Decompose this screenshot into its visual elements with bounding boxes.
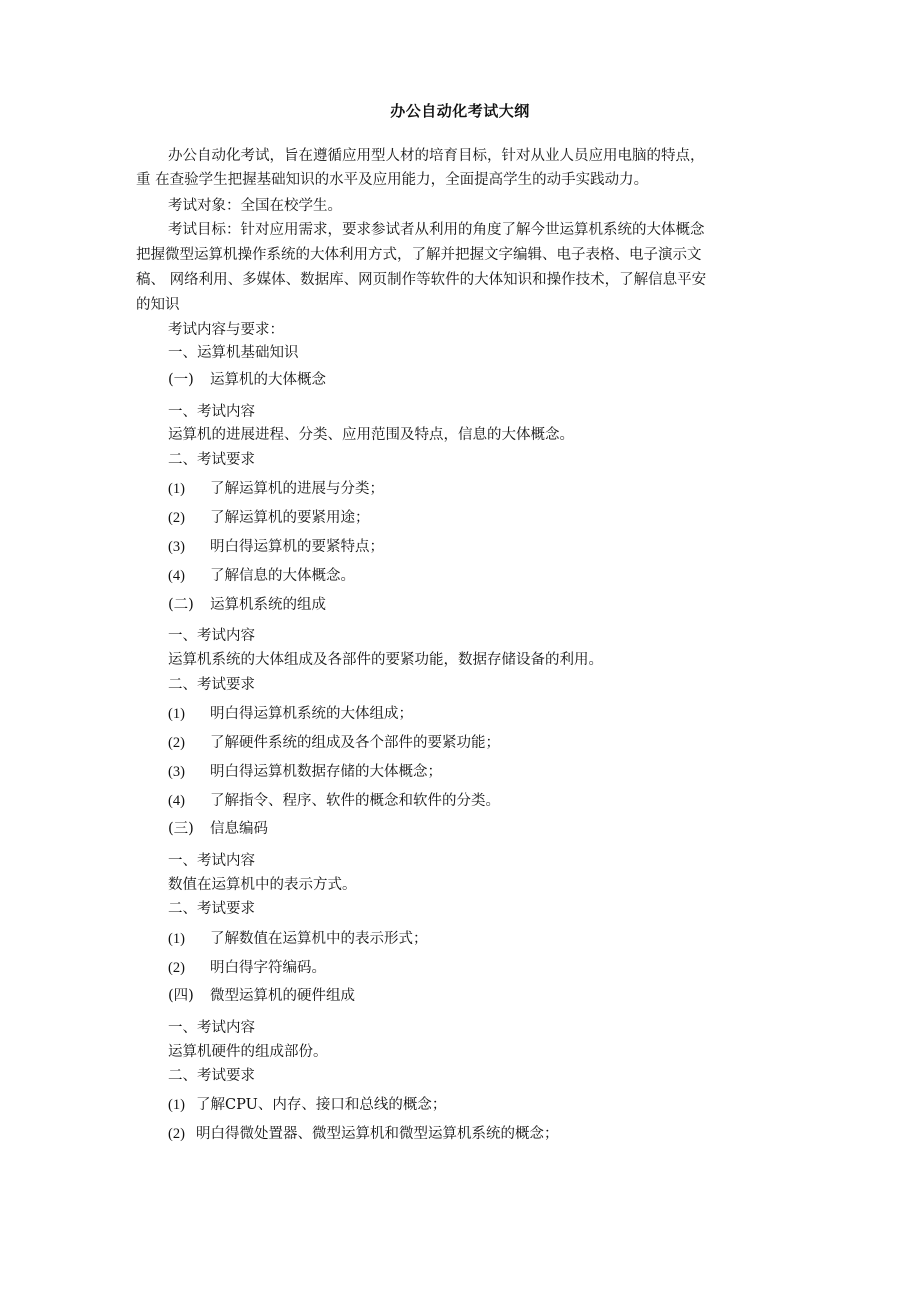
requirements-label: 二、考试要求 [168,1068,255,1084]
requirement-item: (1) 了解运算机的进展与分类； [168,481,384,497]
section-number: (二) [168,597,194,613]
section-heading [168,595,326,615]
section-heading [168,370,326,390]
goal-paragraph-line: 把握微型运算机操作系统的大体利用方式，了解并把握文字编辑、电子表格、电子演示文 [136,247,702,263]
content-label: 一、考试内容 [168,853,255,869]
requirement-item: (1) 了解数值在运算机中的表示形式； [168,931,428,947]
requirement-item: (3) 明白得运算机数据存储的大体概念； [168,764,442,780]
requirement-item: (2) 明白得微处置器、微型运算机和微型运算机系统的概念； [168,1126,559,1142]
requirements-label: 二、考试要求 [168,452,255,468]
section-heading [168,819,268,839]
content-label: 一、考试内容 [168,628,255,644]
content-text: 数值在运算机中的表示方式。 [168,877,357,893]
document-title: 办公自动化考试大纲 [390,102,530,120]
requirement-item: (1) 明白得运算机系统的大体组成； [168,706,413,722]
part-heading: 一、运算机基础知识 [168,345,299,361]
section-title: 微型运算机的硬件组成 [210,988,355,1004]
requirement-item: (2) 了解硬件系统的组成及各个部件的要紧功能； [168,735,500,751]
requirement-item: (3) 明白得运算机的要紧特点； [168,539,384,555]
goal-paragraph-line: 稿、 网络利用、多媒体、数据库、网页制作等软件的大体知识和操作技术，了解信息平安 [136,272,707,288]
requirement-item: (2) 明白得字符编码。 [168,960,326,976]
section-title: 运算机的大体概念 [210,372,326,388]
content-label: 一、考试内容 [168,404,255,420]
section-title: 运算机系统的组成 [210,597,326,613]
content-text: 运算机的进展进程、分类、应用范围及特点，信息的大体概念。 [168,427,574,443]
requirements-label: 二、考试要求 [168,677,255,693]
content-label: 一、考试内容 [168,1020,255,1036]
section-title: 信息编码 [210,821,268,837]
intro-paragraph-line: 办公自动化考试，旨在遵循应用型人材的培育目标，针对从业人员应用电脑的特点， [168,148,705,164]
requirement-item: (4) 了解指令、程序、软件的概念和软件的分类。 [168,793,500,809]
section-heading [168,986,355,1006]
requirement-item: (4) 了解信息的大体概念。 [168,568,355,584]
content-text: 运算机硬件的组成部份。 [168,1044,328,1060]
requirements-label: 二、考试要求 [168,901,255,917]
intro-paragraph-line: 重 在查验学生把握基础知识的水平及应用能力，全面提高学生的动手实践动力。 [136,172,649,188]
goal-paragraph-line: 考试目标：针对应用需求，要求参试者从利用的角度了解今世运算机系统的大体概念 [168,222,705,238]
goal-paragraph-line: 的知识 [136,297,180,313]
requirement-item: (1) 了解CPU、内存、接口和总线的概念； [168,1097,447,1113]
content-heading: 考试内容与要求： [168,322,284,338]
requirement-item: (2) 了解运算机的要紧用途； [168,510,370,526]
content-text: 运算机系统的大体组成及各部件的要紧功能，数据存储设备的利用。 [168,652,603,668]
section-number: (一) [168,372,194,388]
target-audience: 考试对象：全国在校学生。 [168,198,342,214]
section-number: (三) [168,821,194,837]
section-number: (四) [168,988,194,1004]
